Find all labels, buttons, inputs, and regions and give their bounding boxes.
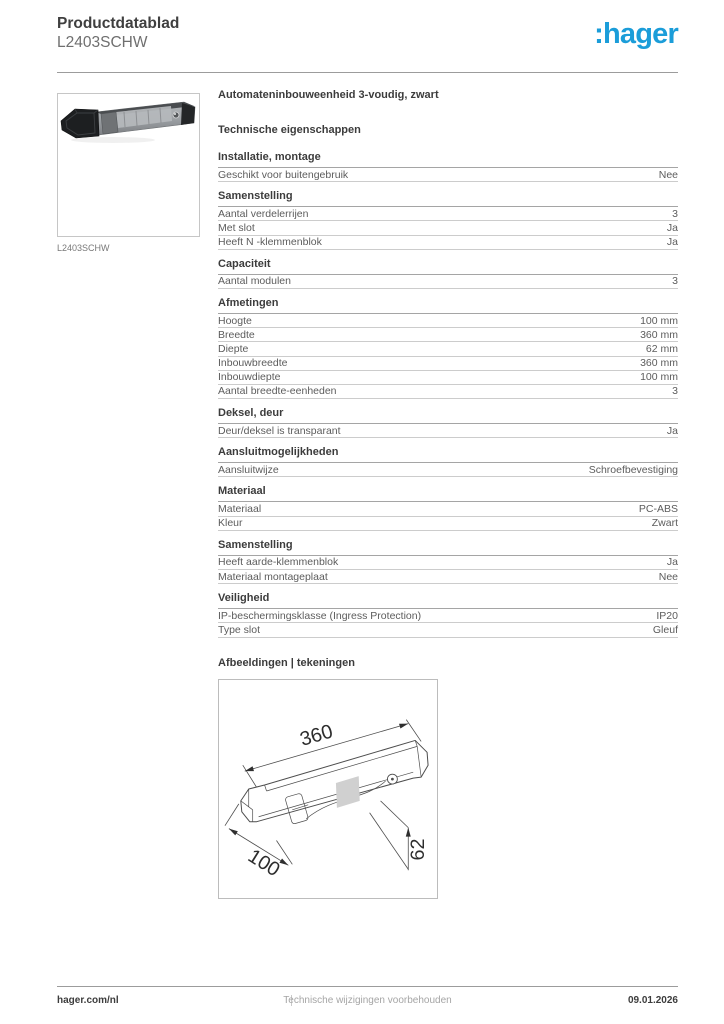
page-header [57,14,678,52]
tech-properties-heading: Technische eigenschappen [218,124,361,136]
spec-section-title: Capaciteit [218,258,678,275]
spec-label: Kleur [218,517,243,530]
spec-value: 3 [672,275,678,288]
product-title: Automateninbouweenheid 3-voudig, zwart [218,89,439,101]
spec-row [218,357,678,371]
spec-value: Nee [658,168,678,181]
spec-rows [218,168,678,182]
spec-value: Ja [666,424,678,437]
spec-section [218,151,678,182]
spec-section-title: Samenstelling [218,539,678,556]
spec-label: Materiaal [218,503,262,516]
spec-value: 3 [672,385,678,398]
spec-label: Met slot [218,221,255,234]
spec-label: Heeft N -klemmenblok [218,236,322,249]
spec-rows [218,275,678,289]
technical-drawing [218,679,438,899]
spec-rows [218,314,678,399]
spec-label: Aantal verdelerrijen [218,207,309,220]
spec-section [218,539,678,584]
spec-label: Aansluitwijze [218,463,279,476]
spec-section [218,485,678,530]
spec-label: Heeft aarde-klemmenblok [218,556,339,569]
spec-row [218,168,678,182]
spec-row [218,221,678,235]
spec-section [218,592,678,637]
spec-label: Breedte [218,328,255,341]
spec-label: Inbouwdiepte [218,371,281,384]
spec-row [218,517,678,531]
spec-row [218,502,678,516]
spec-rows [218,609,678,637]
spec-row [218,371,678,385]
spec-row [218,623,678,637]
dim-label-62: 62 [407,837,430,861]
spec-label: Hoogte [218,314,252,327]
spec-row [218,385,678,399]
spec-section-title: Materiaal [218,485,678,502]
spec-row [218,609,678,623]
page-footer [57,986,678,1013]
spec-row [218,236,678,250]
footer-website-link[interactable]: hager.com/nl [57,995,119,1006]
spec-label: Materiaal montageplaat [218,570,328,583]
spec-value: IP20 [656,609,678,622]
spec-label: IP-beschermingsklasse (Ingress Protection) [218,609,422,622]
spec-row [218,314,678,328]
spec-rows [218,424,678,438]
spec-section-title: Veiligheid [218,592,678,609]
spec-value: 360 mm [640,328,678,341]
spec-value: 62 mm [645,342,678,355]
spec-sections [218,151,678,638]
spec-section [218,407,678,438]
spec-value: Ja [666,236,678,249]
spec-section-title: Installatie, montage [218,151,678,168]
spec-section-title: Samenstelling [218,190,678,207]
footer-disclaimer: Technische wijzigingen voorbehouden [283,995,452,1006]
spec-row [218,275,678,289]
spec-value: Gleuf [652,623,678,636]
spec-section [218,258,678,289]
spec-value: Ja [666,556,678,569]
header-divider [57,72,678,73]
spec-section [218,446,678,477]
spec-label: Diepte [218,342,249,355]
drawings-heading: Afbeeldingen | tekeningen [218,656,355,669]
spec-label: Aantal breedte-eenheden [218,385,337,398]
spec-section-title: Aansluitmogelijkheden [218,446,678,463]
spec-section [218,297,678,399]
product-code: L2403SCHW [57,34,148,51]
spec-section-title: Deksel, deur [218,407,678,424]
hager-logo: :hager [594,18,678,50]
spec-row [218,424,678,438]
dim-label-360: 360 [297,720,336,751]
spec-value: Nee [658,570,678,583]
spec-label: Inbouwbreedte [218,357,288,370]
spec-value: Schroefbevestiging [588,463,678,476]
footer-date: 09.01.2026 [627,995,678,1006]
spec-value: 3 [672,207,678,220]
spec-label: Aantal modulen [218,275,291,288]
spec-value: 100 mm [640,314,678,327]
spec-value: Ja [666,221,678,234]
spec-row [218,207,678,221]
spec-label: Geschikt voor buitengebruik [218,168,349,181]
spec-value: PC-ABS [638,503,678,516]
spec-rows [218,556,678,584]
spec-rows [218,463,678,477]
spec-value: 100 mm [640,371,678,384]
spec-label: Deur/deksel is transparant [218,424,341,437]
spec-row [218,570,678,584]
product-photo-graphic [58,94,199,236]
doc-title: Productdatablad [57,15,180,32]
spec-rows [218,207,678,250]
spec-row [218,556,678,570]
spec-label: Type slot [218,623,261,636]
spec-value: Zwart [651,517,678,530]
spec-section [218,190,678,250]
dim-label-100: 100 [243,844,284,881]
dimension-drawing-graphic [219,680,437,898]
spec-value: 360 mm [640,357,678,370]
spec-section-title: Afmetingen [218,297,678,314]
spec-row [218,328,678,342]
spec-row [218,342,678,356]
spec-column [218,88,678,899]
product-image [57,93,200,237]
spec-rows [218,502,678,530]
product-image-caption: L2403SCHW [57,243,110,253]
spec-row [218,463,678,477]
